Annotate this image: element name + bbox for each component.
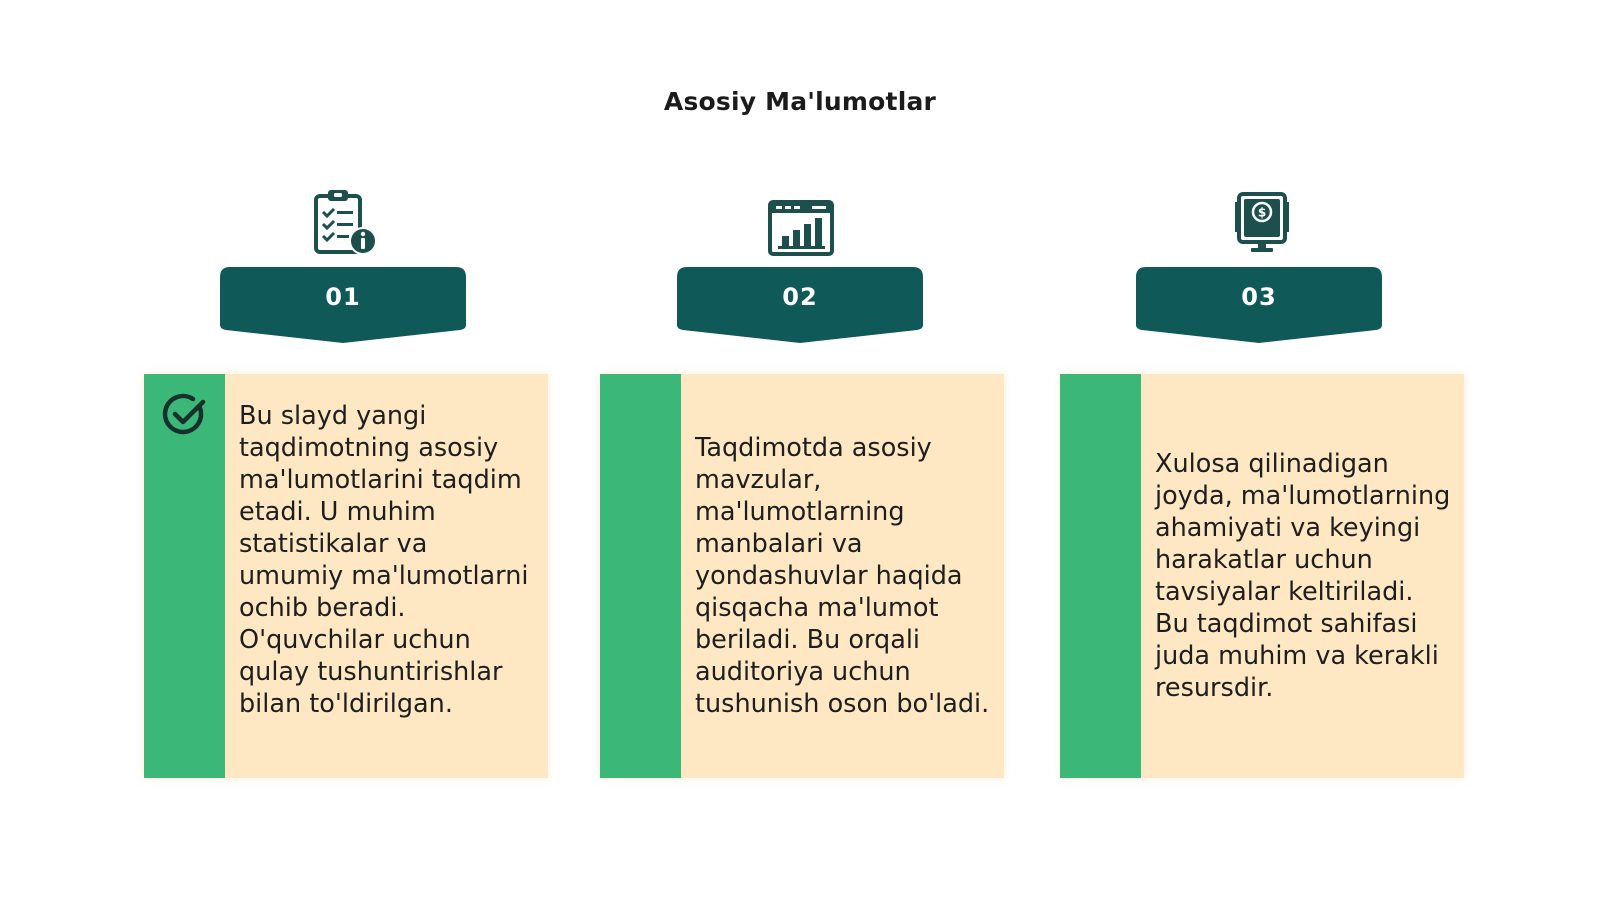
card-accent-bar bbox=[144, 374, 225, 778]
step-badge-01 bbox=[220, 267, 466, 343]
step-number: 02 bbox=[782, 283, 818, 311]
money-monitor-icon bbox=[1227, 188, 1297, 258]
card-body bbox=[1141, 374, 1464, 778]
step-badge-02 bbox=[677, 267, 923, 343]
slide-title: Asosiy Ma'lumotlar bbox=[663, 87, 937, 116]
card-body bbox=[225, 374, 548, 778]
check-circle-icon bbox=[162, 392, 208, 438]
card-text: Taqdimotda asosiy mavzular, ma'lumotlarning manbalari va yondashuvlar haqida qisqacha ma'lumot beriladi. Bu orqali auditoriya uchun tushunish oson bo'ladi. bbox=[695, 433, 990, 719]
card-text: Xulosa qilinadigan joyda, ma'lumotlarning ahamiyati va keyingi harakatlar uchun tavsiyalar keltiriladi. Bu taqdimot sahifasi juda muhim va kerakli resursdir. bbox=[1155, 449, 1451, 703]
info-card-01 bbox=[144, 374, 548, 778]
info-card-02 bbox=[600, 374, 1004, 778]
step-badge-03 bbox=[1136, 267, 1382, 343]
card-body bbox=[681, 374, 1004, 778]
step-number: 01 bbox=[325, 283, 361, 311]
card-text: Bu slayd yangi taqdimotning asosiy ma'lumotlarini taqdim etadi. U muhim statistikalar va umumiy ma'lumotlarni ochib beradi. O'quvchilar uchun qulay tushuntirishlar bilan to'ldirilgan. bbox=[239, 401, 529, 719]
clipboard-checklist-info-icon bbox=[311, 188, 381, 258]
bar-chart-window-icon bbox=[767, 190, 837, 260]
step-number: 03 bbox=[1241, 283, 1277, 311]
svg-text:$: $ bbox=[1257, 205, 1267, 220]
card-accent-bar bbox=[600, 374, 681, 778]
info-card-03 bbox=[1060, 374, 1464, 778]
card-accent-bar bbox=[1060, 374, 1141, 778]
